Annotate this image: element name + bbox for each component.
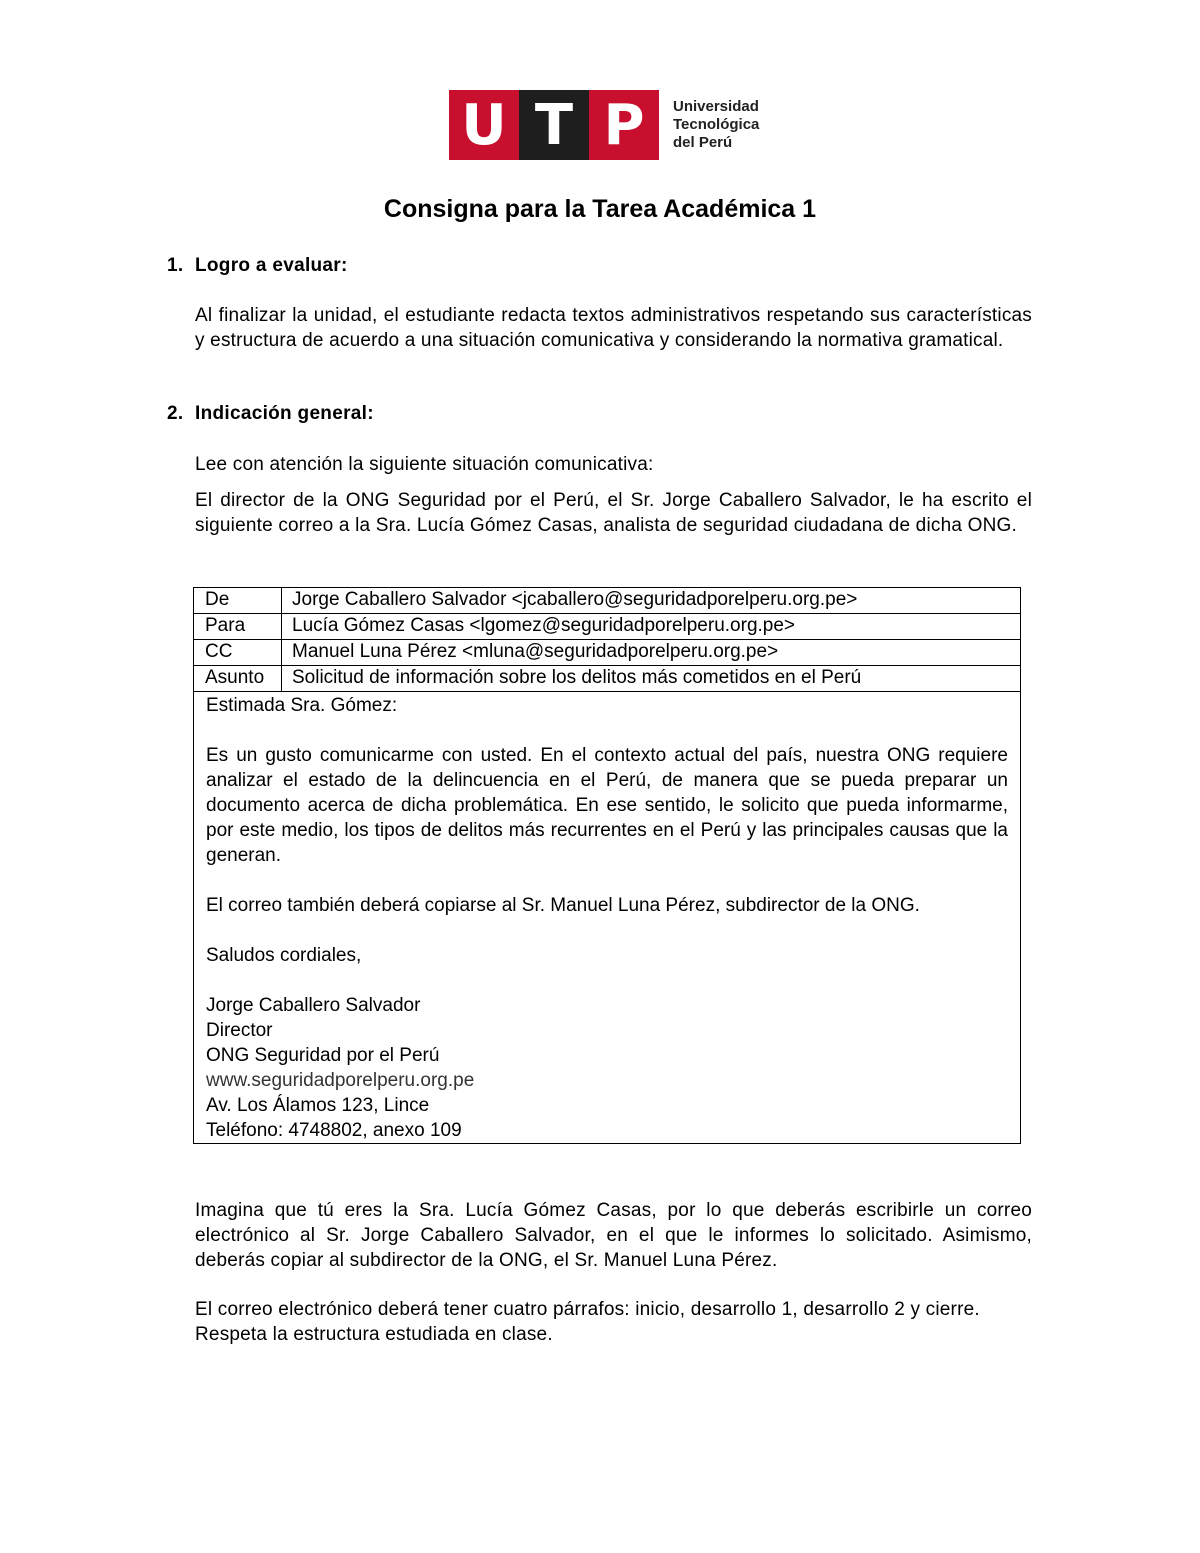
signature-role: Director bbox=[206, 1020, 273, 1041]
section-2-heading bbox=[167, 403, 374, 425]
section-2-intro: Lee con atención la siguiente situación comunicativa: bbox=[195, 454, 654, 475]
signature-name: Jorge Caballero Salvador bbox=[206, 995, 421, 1016]
section-2-context: El director de la ONG Seguridad por el Perú, el Sr. Jorge Caballero Salvador, le ha escrito el siguiente correo a la Sra. Lucía Gómez Casas, analista de seguridad ciudadana de dicha ONG. bbox=[195, 490, 1032, 536]
document-title: Consigna para la Tarea Académica 1 bbox=[383, 195, 817, 223]
email-row-cc bbox=[194, 640, 1020, 666]
section-1-heading bbox=[167, 255, 348, 277]
instruction-paragraph-1: Imagina que tú eres la Sra. Lucía Gómez Casas, por lo que deberás escribirle un correo electrónico al Sr. Jorge Caballero Salvador, en el que le informes lo solicitado. Asimismo, deberás copiar al subdirector de la ONG, el Sr. Manuel Luna Pérez. bbox=[195, 1200, 1032, 1271]
section-1-text: Al finalizar la unidad, el estudiante redacta textos administrativos respetando sus características y estructura de acuerdo a una situación comunicativa y considerando la normativa gramatical. bbox=[195, 305, 1032, 351]
instruction-paragraph-2: El correo electrónico deberá tener cuatro párrafos: inicio, desarrollo 1, desarrollo 2 y cierre. Respeta la estructura estudiada en clase. bbox=[195, 1299, 980, 1345]
logo-letter-p: P bbox=[589, 90, 659, 160]
email-table bbox=[193, 587, 1021, 1144]
email-paragraph-1: Es un gusto comunicarme con usted. En el contexto actual del país, nuestra ONG requiere analizar el estado de la delincuencia en el Perú, de manera que se pueda preparar un documento acerca de dicha problemática. En ese sentido, le solicito que pueda informarme, por este medio, los tipos de delitos más recurrentes en el Perú y las principales causas que la generan. bbox=[206, 745, 1008, 866]
email-row-subject bbox=[194, 666, 1020, 692]
logo-line-3: del Perú bbox=[673, 134, 733, 151]
logo-line-2: Tecnológica bbox=[673, 116, 760, 133]
logo-letter-u: U bbox=[449, 90, 519, 160]
email-subject-value: Solicitud de información sobre los delitos más cometidos en el Perú bbox=[292, 667, 862, 688]
utp-logo bbox=[449, 90, 759, 160]
logo-line-1: Universidad bbox=[673, 98, 759, 115]
email-row-to bbox=[194, 614, 1020, 640]
logo-letter-t: T bbox=[519, 90, 589, 160]
email-from-label: De bbox=[194, 588, 282, 613]
logo-blocks bbox=[449, 90, 659, 160]
signature-website: www.seguridadporelperu.org.pe bbox=[206, 1070, 475, 1091]
section-1-heading-text: Logro a evaluar: bbox=[195, 255, 348, 276]
signature-org: ONG Seguridad por el Perú bbox=[206, 1045, 440, 1066]
email-paragraph-2: El correo también deberá copiarse al Sr. Manuel Luna Pérez, subdirector de la ONG. bbox=[206, 895, 920, 916]
logo-wordmark bbox=[673, 98, 759, 152]
email-body bbox=[194, 692, 1020, 1143]
email-greeting: Estimada Sra. Gómez: bbox=[206, 695, 398, 716]
section-2-heading-text: Indicación general: bbox=[195, 403, 374, 424]
email-closing: Saludos cordiales, bbox=[206, 945, 362, 966]
email-cc-label: CC bbox=[194, 640, 282, 665]
signature-address: Av. Los Álamos 123, Lince bbox=[206, 1095, 430, 1116]
email-cc-value: Manuel Luna Pérez <mluna@seguridadporelperu.org.pe> bbox=[292, 641, 779, 662]
signature-phone: Teléfono: 4748802, anexo 109 bbox=[206, 1120, 462, 1141]
email-to-value: Lucía Gómez Casas <lgomez@seguridadporelperu.org.pe> bbox=[292, 615, 796, 636]
section-2-number: 2. bbox=[167, 403, 184, 424]
email-from-value: Jorge Caballero Salvador <jcaballero@seguridadporelperu.org.pe> bbox=[292, 589, 858, 610]
section-1-number: 1. bbox=[167, 255, 184, 276]
email-row-from bbox=[194, 588, 1020, 614]
email-subject-label: Asunto bbox=[194, 666, 282, 691]
email-to-label: Para bbox=[194, 614, 282, 639]
